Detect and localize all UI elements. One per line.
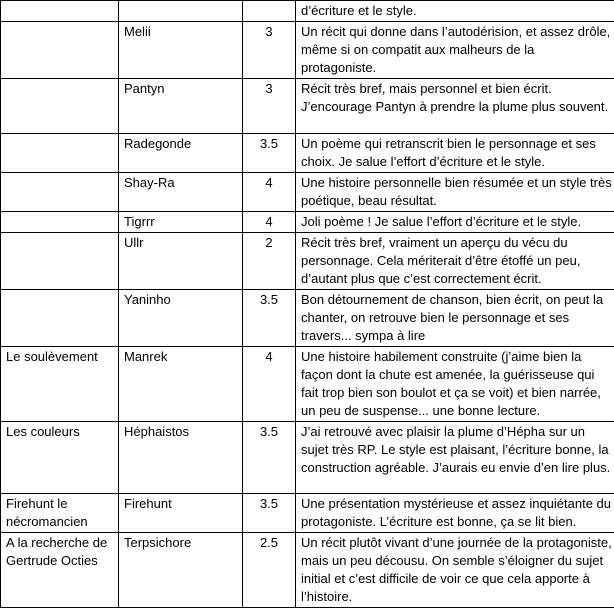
title-cell: Firehunt le nécromancien [1,494,119,533]
title-cell: Les couleurs [1,422,119,494]
comment-cell: Joli poème ! Je salue l’effort d’écriture et le style. [296,212,614,233]
comment-cell: Un récit plutôt vivant d’une journée de la protagoniste, mais un peu décousu. On semble s’éloigner du sujet initial et c’est difficile de voir ce que cela apporte à l’histoire. [296,533,614,608]
author-cell: Terpsichore [119,533,243,608]
table-row [1,347,614,422]
title-cell: A la recherche de Gertrude Octies [1,533,119,608]
title-cell [1,233,119,290]
comment-cell: Une histoire habilement construite (j’aime bien la façon dont la chute est amenée, la guérisseuse qui fait trop bien son boulot et ça se voit) et bien narrée, un peu de suspense... une bonne lecture. [296,347,614,422]
author-cell: Melii [119,22,243,79]
comment-cell: J’ai retrouvé avec plaisir la plume d’Hépha sur un sujet très RP. Le style est plaisant, l’écriture bonne, la construction agréable. J’aurais eu envie d’en lire plus. [296,422,614,494]
score-cell: 3.5 [243,134,296,173]
comment-cell: d’écriture et le style. [296,1,614,22]
table-row [1,494,614,533]
title-cell: Le soulèvement [1,347,119,422]
score-cell: 3 [243,22,296,79]
reviews-table-body [1,1,614,608]
score-cell [243,1,296,22]
author-cell: Firehunt [119,494,243,533]
table-row [1,212,614,233]
author-cell: Radegonde [119,134,243,173]
comment-cell: Récit très bref, mais personnel et bien écrit. J’encourage Pantyn à prendre la plume plus souvent. [296,79,614,134]
score-cell: 4 [243,212,296,233]
title-cell [1,134,119,173]
table-row [1,422,614,494]
author-cell: Héphaistos [119,422,243,494]
author-cell: Manrek [119,347,243,422]
title-cell [1,173,119,212]
comment-cell: Un récit qui donne dans l’autodérision, et assez drôle, même si on compatit aux malheurs de la protagoniste. [296,22,614,79]
comment-cell: Un poème qui retranscrit bien le personnage et ses choix. Je salue l’effort d’écriture et le style. [296,134,614,173]
score-cell: 3.5 [243,290,296,347]
table-row [1,173,614,212]
score-cell: 2.5 [243,533,296,608]
comment-cell: Bon détournement de chanson, bien écrit, on peut la chanter, on retrouve bien le personnage et ses travers... sympa à lire [296,290,614,347]
comment-cell: Une présentation mystérieuse et assez inquiétante du protagoniste. L’écriture est bonne, ça se lit bien. [296,494,614,533]
score-cell: 2 [243,233,296,290]
score-cell: 3.5 [243,494,296,533]
author-cell: Shay-Ra [119,173,243,212]
comment-cell: Récit très bref, vraiment un aperçu du vécu du personnage. Cela mériterait d’être étoffé un peu, d’autant plus que c’est correctement écrit. [296,233,614,290]
score-cell: 4 [243,173,296,212]
author-cell [119,1,243,22]
score-cell: 3.5 [243,422,296,494]
table-row [1,134,614,173]
author-cell: Ullr [119,233,243,290]
table-row [1,79,614,134]
title-cell [1,212,119,233]
score-cell: 4 [243,347,296,422]
table-row [1,533,614,608]
title-cell [1,22,119,79]
table-row [1,290,614,347]
score-cell: 3 [243,79,296,134]
table-row [1,22,614,79]
table-row [1,233,614,290]
title-cell [1,290,119,347]
title-cell [1,79,119,134]
author-cell: Yaninho [119,290,243,347]
author-cell: Pantyn [119,79,243,134]
title-cell [1,1,119,22]
table-row [1,1,614,22]
comment-cell: Une histoire personnelle bien résumée et un style très poétique, beau résultat. [296,173,614,212]
author-cell: Tigrrr [119,212,243,233]
